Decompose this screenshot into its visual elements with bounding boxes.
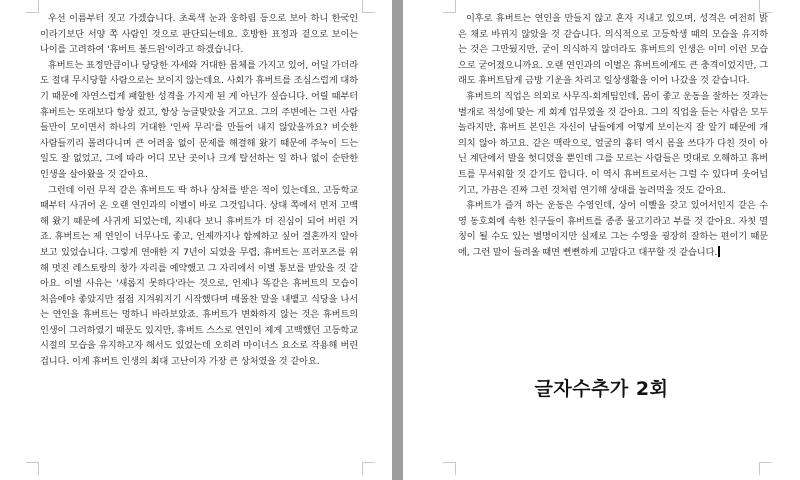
paragraph-text[interactable]: 휴버트가 즐겨 하는 운동은 수영인데, 상어 이빨을 갖고 있어서인지 같은 수영 동호회에 속한 친구들이 휴버트를 종종 물고기라고 부를 것 같아요. 자칫 멸칭이 될 수도 있는 별명이지만 실제로 그는 수영을 굉장히 잘하는 편이기 때문에, 그런 말이 들려올 때면 뻔뻔하게 고맙다고 대꾸할 것 같습니다. [458, 200, 768, 258]
paragraph[interactable]: 휴버트는 표정만큼이나 당당한 자세와 거대한 몸체를 가지고 있어, 어딜 가더라도 절대 무시당할 사람으로는 보이지 않는데요. 사회가 휴버트를 조심스럽게 대하기 때문에 자연스럽게 패할한 성격을 가지게 된 게 아닌가 싶습니다. 어릴 때부터 휴버트는 또래보다 항상 컸고, 항상 능글맞았을 거고요. 그의 주변에는 그런 사람들만이 모이면서 하나의 거대한 '인싸 무리'를 만들어 내지 않았을까요? 비슷한 사람들끼리 몰려다니며 큰 어려움 없이 문제를 해결해 왔기 때문에 주눅이 드는 일도 잘 없었고, 그에 따라 어디 모난 곳이나 크게 탈선하는 일 하나 없이 순탄한 인생을 살아왔을 것 같아요. [40, 59, 358, 180]
document-page-right [403, 0, 800, 480]
annotation-heading: 글자수추가 2회 [534, 378, 669, 400]
crop-mark-top-left [443, 0, 456, 13]
crop-mark-bottom-left [26, 462, 39, 475]
crop-mark-top-right [362, 0, 375, 13]
paragraph[interactable]: 우선 이름부터 짓고 가겠습니다. 초록색 눈과 웅하림 등으로 보아 하니 한국인이라기보단 서양 쪽 사람인 것으로 판단되는데요. 호방한 표정과 겉으로 보이는 나이를 고려하여 '휴버트 볼드윈'이라고 하겠습니다. [40, 13, 358, 56]
paragraph-with-cursor[interactable] [458, 198, 768, 260]
crop-mark-top-left [26, 0, 39, 13]
document-page-left [0, 0, 392, 480]
left-page-body[interactable] [40, 11, 358, 370]
paragraph[interactable]: 이후로 휴버트는 연인을 만들지 않고 혼자 지내고 있으며, 성격은 여전히 밝은 채로 바뀌지 않았을 것 같습니다. 의식적으로 고등학생 때의 모습을 유지하는 것은 그만뒀지만, 굳이 의식하지 않더라도 휴버트의 인생은 이미 이런 모습으로 굳어졌으니까요. 오랜 연인과의 이별은 휴버트에게도 큰 충격이었지만, 그래도 휴버트답게 금방 기운을 차리고 일상생활을 이어 나갔을 것 같습니다. [458, 13, 768, 87]
paragraph[interactable]: 그런데 이런 무적 같은 휴버트도 딱 하나 상처를 받은 적이 있는데요. 고등학교 때부터 사귀어 온 오랜 연인과의 이별이 바로 그것입니다. 상대 쪽에서 먼저 고백해 왔기 때문에 사귀게 되었는데, 지내다 보니 휴버트가 더 진심이 되어 버린 거죠. 휴버트는 제 연인이 너무나도 좋고, 언제까지나 함께하고 싶어 결혼까지 알아보고 있었습니다. 그렇게 연애한 지 7년이 되었을 무렵, 휴버트는 프러포즈를 위해 멋진 레스토랑의 창가 자리를 예약했고 그 자리에서 이별 통보를 받았을 것 같아요. 이별 사유는 '새롭지 못하다'라는 것으로, 언제나 똑같은 휴버트의 모습이 처음에야 좋았지만 점점 지겨워지기 시작했다며 매몰찬 말을 내뱉고 식당을 나서는 연인을 휴버트는 멍하니 바라보았죠. 휴버트가 변화하지 않는 것은 휴버트의 인생이 그러하였기 때문도 있지만, 휴버트 스스로 연인이 제게 고백했던 고등학교 시절의 모습을 유지하고자 해서도 있었는데 오히려 마이너스 요소로 작용해 버린 겁니다. 이게 휴버트 인생의 최대 고난이자 가장 큰 상처였을 것 같아요. [40, 184, 358, 368]
right-page-body[interactable] [458, 11, 768, 261]
text-cursor [718, 246, 720, 257]
crop-mark-bottom-right [759, 462, 772, 475]
paragraph[interactable]: 휴버트의 직업은 의외로 사무직-회계팀인데, 몸이 좋고 운동을 잘하는 것과는 별개로 적성에 맞는 게 회계 업무였을 것 같아요. 그의 직업을 듣는 사람은 모두 놀라지만, 휴버트 본인은 자신이 남들에게 어떻게 보이는지 잘 알기 때문에 개의치 않아 하고요. 같은 맥락으로, 얼굴의 흉터 역시 몸을 쓰다가 다친 것이 아닌 계단에서 발을 헛디뎠을 뿐인데 그를 모르는 사람들은 멋대로 오해하고 휴버트를 무서워할 것 같기도 합니다. 이 역시 휴버트로서는 그럴 수 있다며 웃어넘기고, 가끔은 진짜 그런 것처럼 연기해 상대를 놀려먹을 것도 같아요. [458, 90, 768, 196]
crop-mark-bottom-right [362, 462, 375, 475]
crop-mark-bottom-left [443, 462, 456, 475]
